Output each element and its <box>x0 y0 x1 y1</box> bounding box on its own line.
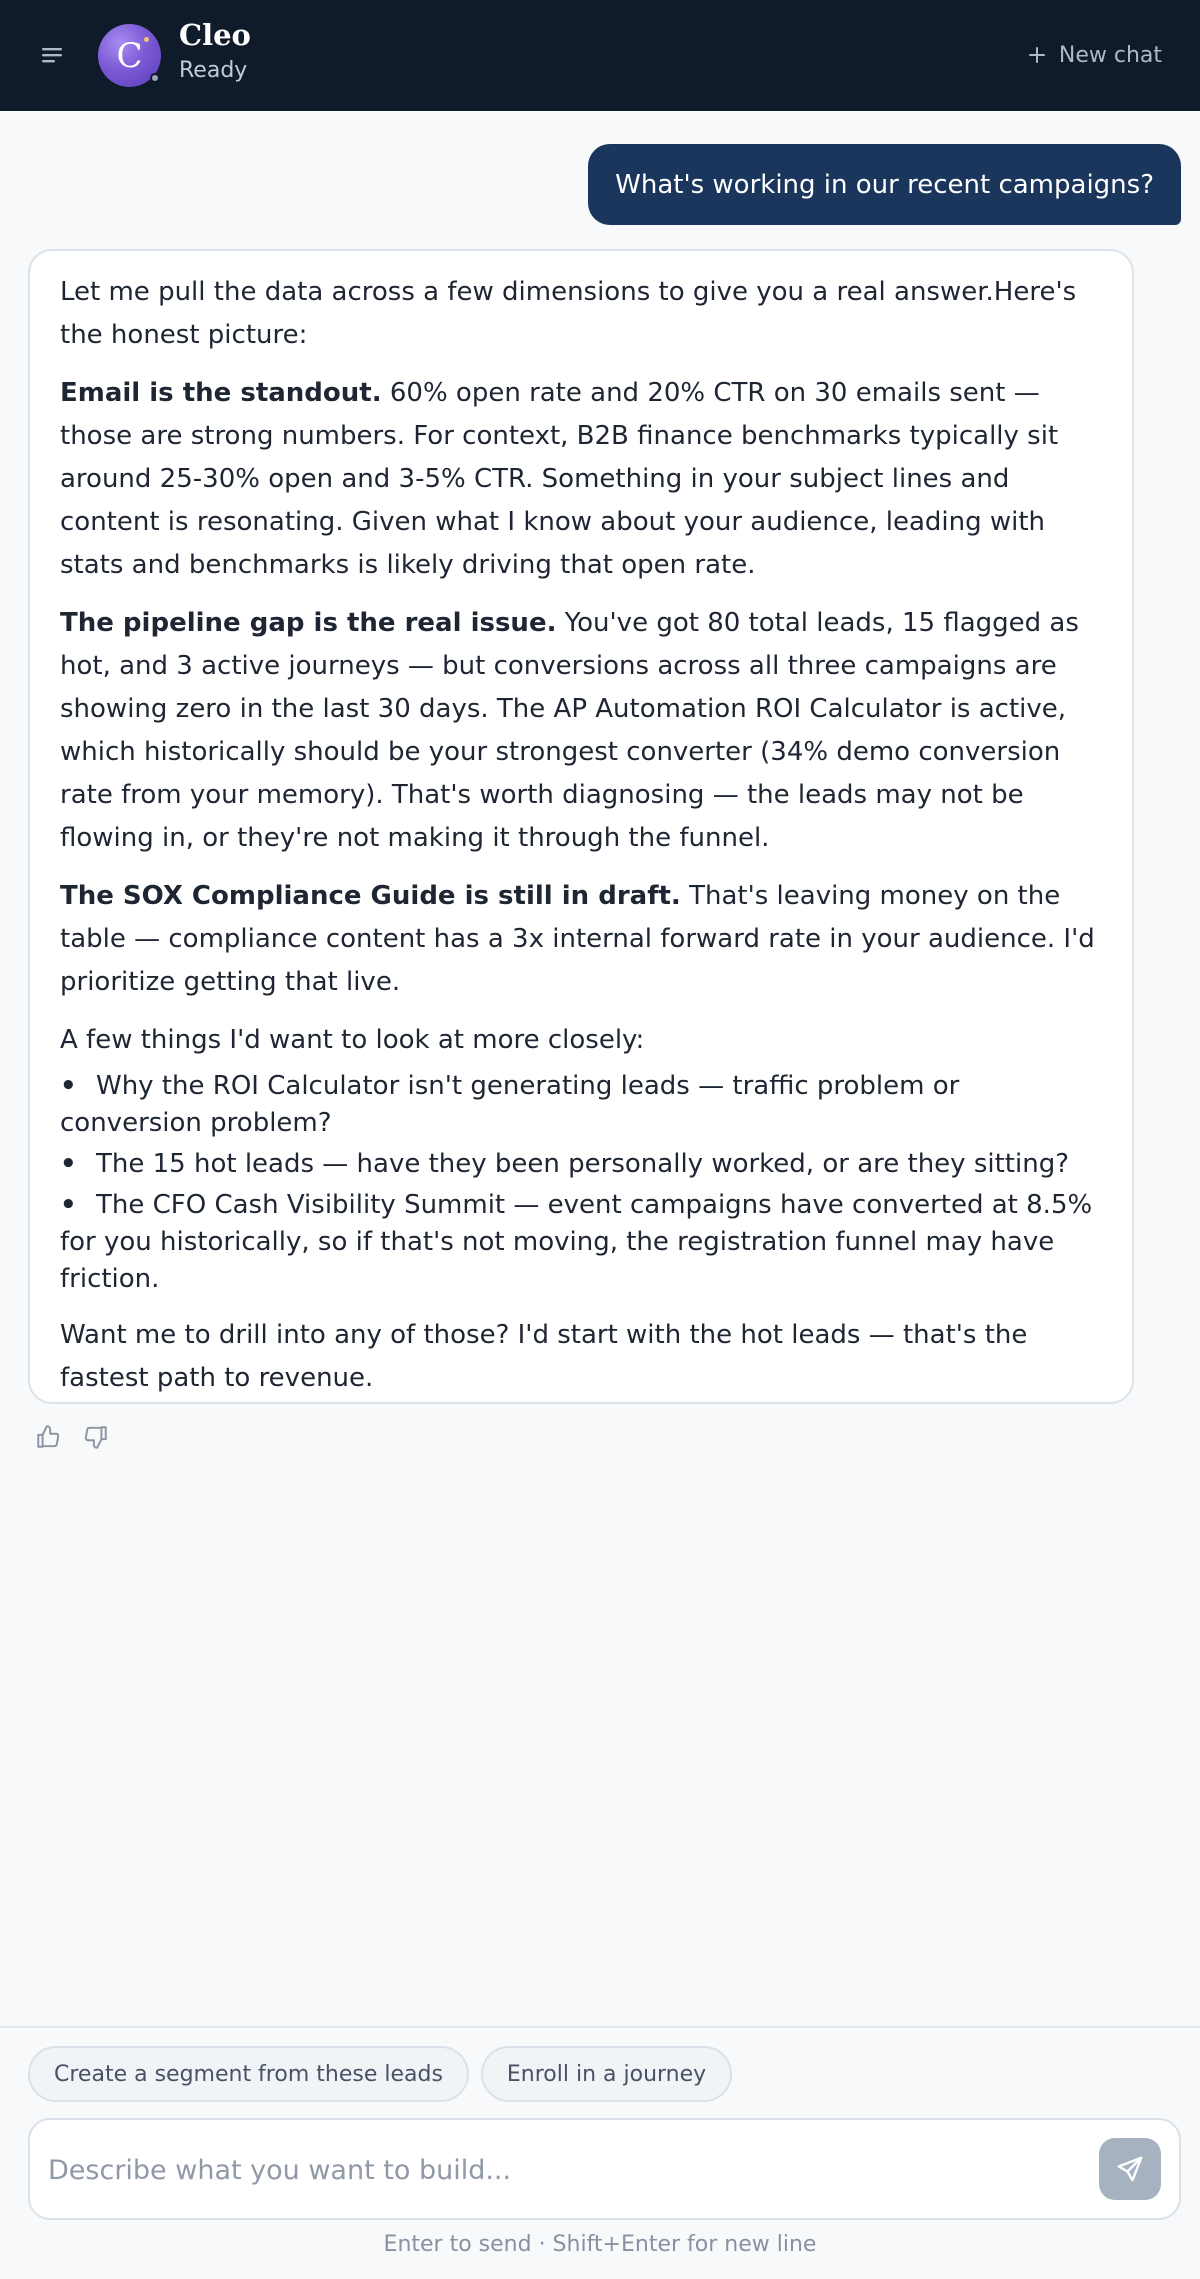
avatar-spark <box>144 37 149 42</box>
list-item-text: The 15 hot leads — have they been personally worked, or are they sitting? <box>96 1149 1069 1179</box>
assistant-name: Cleo <box>179 18 251 52</box>
section-sox-heading: The SOX Compliance Guide is still in draft. <box>60 881 681 911</box>
section-sox <box>60 875 1102 1004</box>
avatar-letter: C <box>116 36 143 76</box>
section-email-heading: Email is the standout. <box>60 378 382 408</box>
section-sox-body: That's leaving money on the table — compliance content has a 3x internal forward rate in your audience. I'd prioritize getting that live. <box>60 881 1095 997</box>
list-item-text: Why the ROI Calculator isn't generating leads — traffic problem or conversion problem? <box>60 1071 960 1138</box>
list-item-text: The CFO Cash Visibility Summit — event campaigns have converted at 8.5% for you historically, so if that's not moving, the registration funnel may have friction. <box>60 1190 1093 1294</box>
send-icon <box>1115 2154 1145 2184</box>
app-header <box>0 0 1200 111</box>
section-email-body: 60% open rate and 20% CTR on 30 emails sent — those are strong numbers. For context, B2B finance benchmarks typically sit around 25-30% open and 3-5% CTR. Something in your subject lines and content is resonating. Given what I know about your audience, leading with stats and benchmarks is likely driving that open rate. <box>60 378 1059 580</box>
menu-icon <box>40 44 66 66</box>
thumbs-down-icon <box>83 1424 109 1450</box>
suggestion-create-segment[interactable]: Create a segment from these leads <box>28 2046 469 2102</box>
bullet-marker: • <box>60 1071 77 1101</box>
thumbs-up-icon <box>35 1424 61 1450</box>
bullet-marker: • <box>60 1190 77 1220</box>
follow-up-list <box>60 1068 1102 1298</box>
list-item <box>60 1146 1102 1183</box>
plus-icon <box>1027 45 1047 65</box>
section-pipeline-body: You've got 80 total leads, 15 flagged as hot, and 3 active journeys — but conversions across all three campaigns are showing zero in the last 30 days. The AP Automation ROI Calculator is active, which historically should be your strongest converter (34% demo conversion rate from your memory). That's worth diagnosing — the leads may not be flowing in, or they're not making it through the funnel. <box>60 608 1079 853</box>
assistant-status: Ready <box>179 58 248 83</box>
message-feedback <box>33 1422 111 1452</box>
menu-button[interactable] <box>40 43 68 67</box>
composer-area <box>0 2026 1200 2279</box>
send-button[interactable] <box>1099 2138 1161 2200</box>
assistant-message <box>28 249 1134 1404</box>
suggestion-enroll-journey[interactable]: Enroll in a journey <box>481 2046 732 2102</box>
list-intro: A few things I'd want to look at more closely: <box>60 1025 645 1055</box>
message-composer <box>28 2118 1181 2220</box>
thumbs-up-button[interactable] <box>33 1422 63 1452</box>
assistant-intro: Let me pull the data across a few dimensions to give you a real answer.Here's the honest picture: <box>60 277 1077 350</box>
section-pipeline <box>60 602 1102 860</box>
thumbs-down-button[interactable] <box>81 1422 111 1452</box>
status-indicator <box>150 73 160 83</box>
new-chat-label: New chat <box>1058 42 1162 68</box>
list-item <box>60 1187 1102 1298</box>
assistant-closing: Want me to drill into any of those? I'd start with the hot leads — that's the fastest path to revenue. <box>60 1320 1028 1393</box>
message-input[interactable] <box>48 2148 1078 2192</box>
section-pipeline-heading: The pipeline gap is the real issue. <box>60 608 557 638</box>
suggestion-chips <box>28 2046 732 2102</box>
avatar <box>98 24 161 87</box>
bullet-marker: • <box>60 1149 77 1179</box>
list-item <box>60 1068 1102 1142</box>
new-chat-button[interactable] <box>1027 36 1162 74</box>
user-message: What's working in our recent campaigns? <box>588 144 1181 225</box>
composer-hint: Enter to send · Shift+Enter for new line <box>383 2232 817 2257</box>
section-email <box>60 372 1102 587</box>
